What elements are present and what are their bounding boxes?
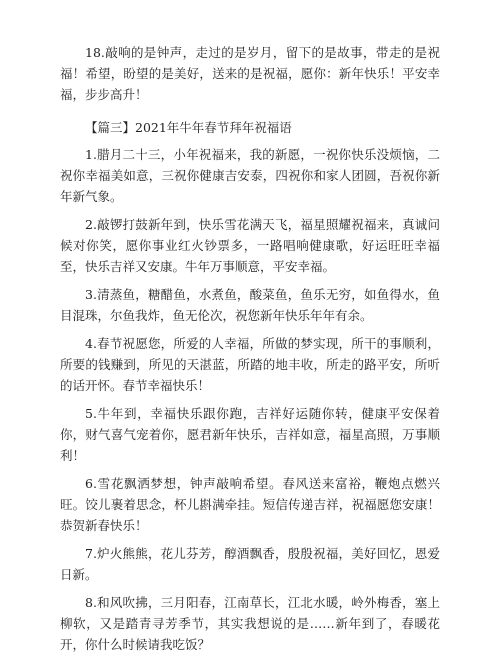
paragraph-5: 5.牛年到，幸福快乐跟你跑，吉祥好运随你转，健康平安保着你，财气喜气宠着你，愿君新年快乐，吉祥如意，福星高照，万事顺利！ [60,406,440,463]
paragraph-18: 18.敲响的是钟声，走过的是岁月，留下的是故事，带走的是祝福！希望，盼望的是美好，送来的是祝福，愿你：新年快乐！平安幸福，步步高升！ [60,45,440,102]
paragraph-6: 6.雪花飘洒梦想，钟声敲响希望。春风送来富裕，鞭炮点燃兴旺。饺儿裹着思念，杯儿斟满牵挂。短信传递吉祥，祝福愿您安康！恭贺新春快乐！ [60,476,440,533]
paragraph-3: 3.清蒸鱼，糖醋鱼，水煮鱼，酸菜鱼，鱼乐无穷，如鱼得水，鱼目混珠，尔鱼我炸，鱼无伦次，祝您新年快乐年年有余。 [60,287,440,323]
paragraph-8: 8.和风吹拂，三月阳春，江南草长，江北水暖，岭外梅香，塞上柳软，又是踏青寻芳季节，其实我想说的是……新年到了，春暖花开，你什么时候请我吃饭？ [60,595,440,652]
paragraph-2: 2.敲锣打鼓新年到，快乐雪花满天飞，福星照耀祝福来，真诚问候对你笑，愿你事业红火钞票多，一路唱响健康歌，好运旺旺幸福至，快乐吉祥又安康。牛年万事顺意，平安幸福。 [60,217,440,274]
section-title: 【篇三】2021年牛年春节拜年祝福语 [85,120,292,135]
paragraph-1: 1.腊月二十三，小年祝福来，我的新愿，一祝你快乐没烦恼，二祝你幸福美如意，三祝你健康吉安泰，四祝你和家人团圆，吾祝你新年新气象。 [60,147,440,204]
paragraph-4: 4.春节祝愿您，所爱的人幸福，所做的梦实现，所干的事顺利，所要的钱赚到，所见的天湛蓝，所踏的地丰收，所走的路平安，所听的话开怀。春节幸福快乐！ [60,336,440,393]
paragraph-7: 7.炉火熊熊，花儿芬芳，醇酒飘香，殷殷祝福，美好回忆，恩爱日新。 [60,546,440,582]
